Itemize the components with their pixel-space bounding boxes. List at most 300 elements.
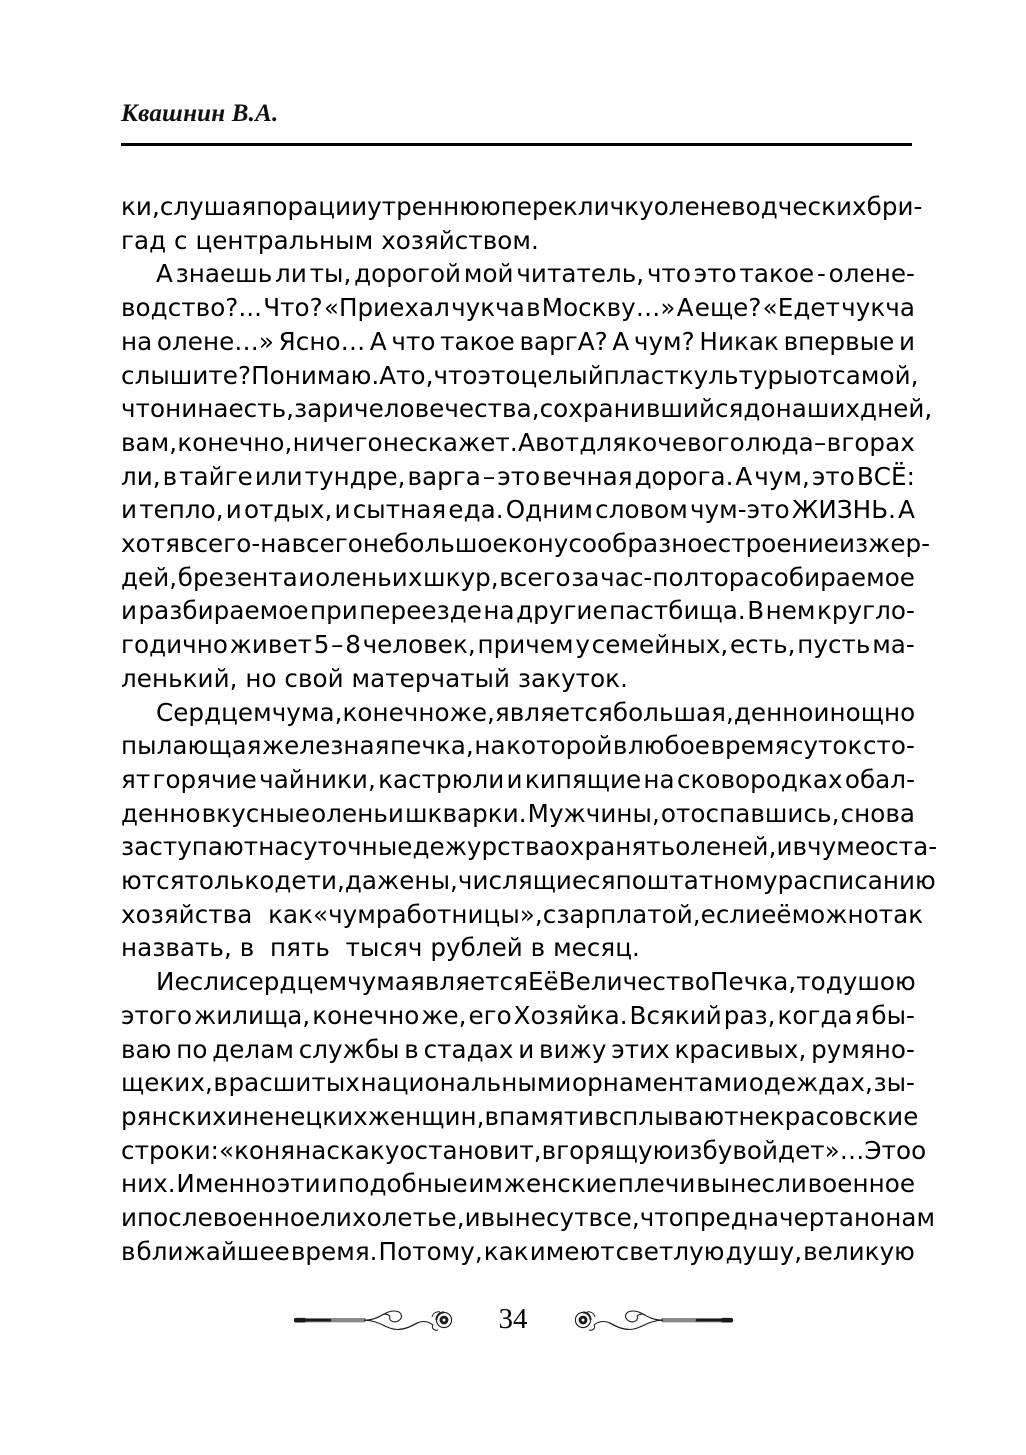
word: еще?: [694, 293, 762, 323]
word: есть,: [228, 394, 295, 424]
word: же,: [449, 697, 495, 727]
word: вижу: [539, 1034, 607, 1064]
word: только: [184, 866, 275, 896]
word: пастбища.: [609, 596, 746, 626]
word: оленьих: [315, 562, 423, 592]
word: в: [404, 1034, 419, 1064]
text-line: [121, 426, 915, 460]
word: в: [792, 832, 808, 862]
word: снова: [840, 798, 915, 828]
word: жер-: [868, 529, 931, 559]
word: на: [643, 764, 675, 794]
word: сохранившийся: [539, 394, 744, 424]
text-line: [121, 1033, 915, 1067]
word: для: [579, 427, 628, 457]
word: целый: [520, 360, 604, 390]
word: оста-: [870, 832, 938, 862]
word: впервые: [783, 326, 895, 356]
word: них.: [121, 1169, 176, 1199]
text-line: [121, 1167, 915, 1201]
word: на: [121, 326, 153, 356]
word: Печка,то: [710, 967, 826, 997]
word: сковородках: [676, 764, 843, 794]
word: от: [802, 360, 833, 390]
word: орнаментами: [572, 1068, 749, 1098]
text-line: [121, 561, 915, 595]
word: Именно: [176, 1169, 276, 1199]
word: и: [334, 495, 351, 525]
word: Всякий: [629, 1000, 722, 1030]
word: есть,: [730, 630, 796, 660]
word: в: [121, 1236, 136, 1266]
word: красивых,: [674, 1034, 807, 1064]
text-line: [121, 729, 915, 763]
word: Её: [527, 967, 559, 997]
word: пласт: [603, 360, 679, 390]
word: А: [369, 326, 387, 356]
word: чума: [347, 967, 410, 997]
word: я: [854, 1000, 870, 1030]
word: душою: [825, 967, 916, 997]
word: бри-: [866, 192, 923, 221]
word: Сердцем: [156, 697, 272, 727]
word: да: [344, 866, 378, 896]
word: шкварки.: [405, 798, 527, 828]
text-line: [121, 1134, 927, 1168]
word: это: [693, 259, 737, 289]
paragraph: [121, 257, 933, 695]
word: навсего: [260, 529, 363, 559]
page-number: 34: [498, 1302, 528, 1335]
word: горящую: [556, 1135, 674, 1165]
word: всего: [179, 529, 252, 559]
word: самой,: [832, 360, 919, 390]
text-line: назвать, в пять тысяч рублей в месяц.: [121, 933, 640, 963]
word: по: [256, 192, 288, 221]
word: оленей,: [675, 832, 777, 862]
word: «Едет: [762, 293, 840, 323]
word: дей,: [121, 562, 178, 592]
word: румяно-: [811, 1034, 915, 1064]
word: является: [494, 697, 613, 727]
word: тундре,: [304, 461, 406, 491]
word: и: [225, 495, 242, 525]
text-line: [121, 864, 936, 898]
text-line: [121, 1235, 915, 1269]
word: в: [612, 731, 628, 761]
word: вынесут: [480, 1203, 589, 1233]
word: ВСЁ:: [856, 461, 915, 491]
word: Величество: [558, 967, 711, 997]
body-text: [121, 190, 938, 1269]
word: и: [121, 495, 138, 525]
word: и: [226, 1101, 243, 1131]
word: сытная: [352, 495, 447, 525]
word: чукча: [451, 293, 525, 323]
word: А: [156, 259, 173, 289]
word: у: [575, 630, 590, 660]
word: конечно,: [177, 427, 293, 457]
word: ма-: [872, 630, 915, 660]
word: Никак: [699, 326, 779, 356]
word: великую: [803, 1236, 915, 1266]
text-line: [121, 291, 915, 325]
word: любое: [627, 731, 710, 761]
word: светлую: [615, 1236, 725, 1266]
word: в: [526, 293, 541, 323]
header-rule: [121, 143, 912, 146]
word: скаку: [326, 1135, 400, 1165]
word: эти: [276, 1169, 321, 1199]
word: заступают: [121, 832, 259, 862]
word: как: [483, 1236, 529, 1266]
word: дорога.: [634, 461, 734, 491]
text-line: [121, 594, 915, 628]
word: остановит,: [399, 1135, 542, 1165]
word: брезента: [177, 562, 298, 592]
word: на: [197, 394, 229, 424]
word: и: [464, 1203, 481, 1233]
word: печка,: [390, 731, 474, 761]
text-line: [121, 493, 915, 527]
word: если: [700, 899, 762, 929]
word: штатному: [646, 866, 778, 896]
word: на: [483, 596, 515, 626]
word: чайники,: [259, 764, 376, 794]
word: в: [484, 1101, 500, 1131]
word: этих: [611, 1034, 670, 1064]
word: «Приехал: [323, 293, 450, 323]
word: что: [433, 360, 478, 390]
word: Потому,: [378, 1236, 483, 1266]
word: работницы»,: [375, 899, 543, 929]
word: час-полтора: [600, 562, 760, 592]
word: в: [541, 1135, 557, 1165]
word: наших: [775, 394, 861, 424]
word: –: [331, 630, 344, 660]
word: предначертано: [683, 1203, 886, 1233]
word: мой: [463, 259, 514, 289]
word: хотя: [121, 529, 180, 559]
running-head-author: Квашнин В.А.: [121, 100, 279, 127]
word: хозяйства: [121, 899, 253, 929]
word: стадах: [423, 1034, 514, 1064]
text-line: [121, 392, 933, 426]
word: на: [474, 731, 506, 761]
word: чум?: [633, 326, 695, 356]
word: лихолетье,: [320, 1203, 465, 1233]
word: такое: [440, 326, 515, 356]
word: охранять: [554, 832, 676, 862]
word: вам,: [121, 427, 178, 457]
word: ни: [165, 394, 198, 424]
word: переезде: [359, 596, 482, 626]
word: рянских: [121, 1101, 227, 1131]
word: имеют: [529, 1236, 615, 1266]
word: женские: [503, 1169, 617, 1199]
word: её: [761, 899, 792, 929]
word: время: [710, 731, 790, 761]
text-line: [121, 965, 915, 999]
word: причем: [477, 630, 574, 660]
word: человек,: [362, 630, 476, 660]
word: дети,: [274, 866, 345, 896]
word: ли,: [121, 461, 161, 491]
text-line: [121, 1066, 915, 1100]
word: конусообразное: [507, 529, 718, 559]
word: еда.: [448, 495, 504, 525]
word: горячие: [152, 764, 257, 794]
word: жилища,: [194, 1000, 311, 1030]
word: ты,: [309, 259, 352, 289]
word: А: [735, 461, 753, 491]
word: и: [321, 1169, 338, 1199]
word: оленеводческих: [653, 192, 867, 221]
word: чума,: [271, 697, 343, 727]
word: 5: [313, 630, 330, 660]
word: же,: [421, 1000, 467, 1030]
word: денно: [733, 697, 814, 727]
word: как: [252, 899, 313, 929]
text-line: [121, 1100, 919, 1134]
word: некрасовские: [738, 1101, 919, 1131]
word: Хозяйка.: [513, 1000, 628, 1030]
word: можно: [791, 899, 879, 929]
word: ненецких: [242, 1101, 368, 1131]
word: –: [482, 461, 496, 491]
word: всплывают: [594, 1101, 739, 1131]
word: делам: [212, 1034, 294, 1064]
word: вот: [535, 427, 580, 457]
text-line: [121, 460, 915, 494]
word: чуме: [807, 832, 871, 862]
word: утреннюю: [367, 192, 501, 221]
word: -: [251, 529, 261, 559]
word: В: [747, 596, 765, 626]
word: такое: [739, 259, 815, 289]
word: щеких,: [121, 1068, 213, 1098]
text-line: [121, 999, 915, 1033]
word: до: [743, 394, 776, 424]
word: и: [298, 562, 315, 592]
word: подобные: [338, 1169, 468, 1199]
text-line: [121, 190, 923, 224]
word: А: [898, 495, 915, 525]
word: сто-: [862, 731, 915, 761]
word: -: [816, 259, 826, 289]
word: другие: [516, 596, 608, 626]
word: ваю: [121, 1034, 172, 1064]
word: если: [174, 967, 236, 997]
word: люда: [745, 427, 814, 457]
text-line: [121, 325, 915, 359]
word: чукча: [841, 293, 915, 323]
word: читатель,: [516, 259, 645, 289]
word: чум-это: [689, 495, 790, 525]
word: Что?: [263, 293, 323, 323]
paragraph: [121, 190, 923, 257]
word: дней,: [860, 394, 933, 424]
word: зари: [294, 394, 354, 424]
word: которой: [506, 731, 613, 761]
word: раз,: [723, 1000, 776, 1030]
word: олене-: [828, 259, 915, 289]
word: о: [911, 1135, 927, 1165]
word: что: [391, 326, 436, 356]
word: А: [517, 427, 535, 457]
word: небольшое: [362, 529, 508, 559]
word: ются: [121, 866, 185, 896]
word: вынесли: [696, 1169, 807, 1199]
word: пылающая: [121, 731, 262, 761]
word: по: [615, 866, 647, 896]
word: олене…»: [156, 326, 275, 356]
word: собираемое: [760, 562, 915, 592]
word: кочевого: [627, 427, 745, 457]
word: знаешь: [175, 259, 273, 289]
word: национальными: [360, 1068, 572, 1098]
word: Понимаю.: [251, 360, 380, 390]
text-line: гад с центральным хозяйством.: [121, 225, 539, 255]
word: скажет.: [414, 427, 518, 457]
word: не: [382, 427, 415, 457]
text-line: [121, 359, 919, 393]
word: отдых,: [243, 495, 333, 525]
word: сердцем: [235, 967, 348, 997]
word: при: [309, 596, 358, 626]
word: суток: [789, 731, 863, 761]
word: расшитых: [228, 1068, 360, 1098]
word: А: [676, 293, 694, 323]
word: семейных,: [591, 630, 729, 660]
word: так: [878, 899, 924, 929]
word: ничего: [292, 427, 383, 457]
word: женщин,: [367, 1101, 485, 1131]
word: варга: [407, 461, 481, 491]
word: и: [121, 596, 138, 626]
word: по: [176, 1034, 208, 1064]
word: за: [571, 562, 600, 592]
word: Ясно…: [278, 326, 366, 356]
text-line: ленький, но свой матерчатый закуток.: [121, 663, 628, 693]
word: варгА?: [519, 326, 608, 356]
word: железная: [261, 731, 390, 761]
word: что: [646, 259, 691, 289]
word: дорогой: [354, 259, 462, 289]
word: на: [295, 1135, 327, 1165]
word: 8: [345, 630, 361, 660]
word: время.: [290, 1236, 378, 1266]
word: большая,: [612, 697, 734, 727]
word: всего: [499, 562, 571, 592]
word: в: [213, 1068, 228, 1098]
word: душу,: [725, 1236, 803, 1266]
word: службы: [298, 1034, 400, 1064]
word: нам: [885, 1203, 936, 1233]
word: бы-: [871, 1000, 915, 1030]
word: военное: [807, 1169, 915, 1199]
word: Это: [864, 1135, 912, 1165]
word: и: [813, 697, 830, 727]
word: числящиеся: [457, 866, 616, 896]
word: и: [506, 764, 523, 794]
word: вечная: [542, 461, 633, 491]
word: с: [542, 899, 557, 929]
word: суточные: [289, 832, 413, 862]
paragraph: [121, 965, 936, 1268]
word: перекличку: [500, 192, 654, 221]
text-line: [121, 628, 915, 662]
word: памяти: [499, 1101, 595, 1131]
word: ближайшее: [136, 1236, 290, 1266]
word: это: [477, 360, 521, 390]
word: рации: [287, 192, 368, 221]
word: является: [409, 967, 528, 997]
text-line: [121, 527, 931, 561]
word: плечи: [617, 1169, 696, 1199]
word: этого: [121, 1000, 193, 1030]
word: что: [121, 394, 166, 424]
word: строение: [717, 529, 839, 559]
word: Одним: [505, 495, 593, 525]
word: зарплатой,: [556, 899, 701, 929]
word: Москву…»: [541, 293, 676, 323]
word: строки:: [121, 1135, 219, 1165]
word: тайге: [179, 461, 253, 491]
word: тепло,: [139, 495, 224, 525]
word: вкусные: [201, 798, 311, 828]
word: культуры: [678, 360, 803, 390]
word: расписанию: [777, 866, 936, 896]
word: А: [379, 360, 397, 390]
word: человечества,: [354, 394, 540, 424]
word: и: [776, 832, 793, 862]
word: оленьи: [311, 798, 404, 828]
text-line: [121, 830, 938, 864]
word: горах: [841, 427, 915, 457]
word: конечно: [312, 1000, 420, 1030]
word: кипящие: [524, 764, 642, 794]
word: А: [612, 326, 630, 356]
word: избу: [673, 1135, 733, 1165]
word: разбираемое: [138, 596, 309, 626]
text-line: [121, 257, 915, 291]
word: в: [826, 427, 842, 457]
word: жены,: [377, 866, 458, 896]
paragraph: [121, 696, 938, 966]
word: слушая: [159, 192, 257, 221]
text-line: [121, 696, 915, 730]
word: обал-: [844, 764, 915, 794]
word: и: [518, 1034, 535, 1064]
word: словом: [595, 495, 688, 525]
word: что: [639, 1203, 684, 1233]
word: его: [468, 1000, 512, 1030]
word: «коня: [218, 1135, 296, 1165]
word: кастрюли: [378, 764, 505, 794]
word: зы-: [873, 1068, 915, 1098]
word: им: [468, 1169, 504, 1199]
word: то,: [396, 360, 434, 390]
word: Мужчины,: [527, 798, 660, 828]
word: послевоенное: [137, 1203, 321, 1233]
word: или: [254, 461, 303, 491]
page-footer: [0, 1290, 1026, 1350]
word: и: [121, 1203, 138, 1233]
word: нощно: [829, 697, 916, 727]
word: денно: [121, 798, 201, 828]
word: ли: [275, 259, 307, 289]
